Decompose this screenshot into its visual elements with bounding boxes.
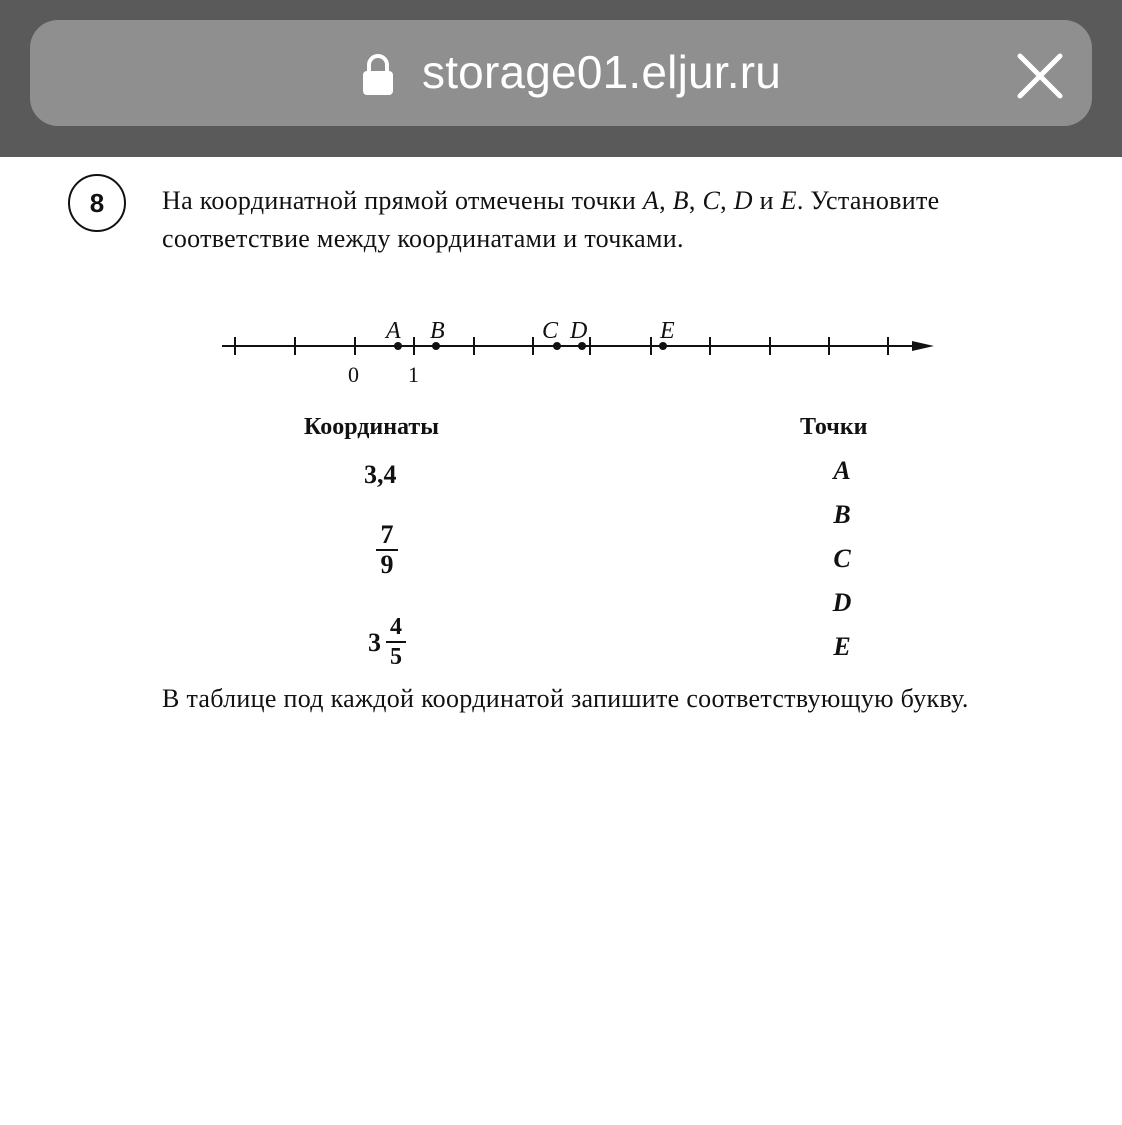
mixed-fraction-bar (386, 641, 406, 643)
label-e: E (660, 318, 675, 344)
close-icon[interactable] (1016, 52, 1064, 100)
fraction-numerator: 7 (380, 520, 394, 549)
tick-label-zero: 0 (348, 362, 359, 387)
point-option-b: B (833, 500, 851, 529)
coordinates-header: Координаты (304, 414, 439, 440)
mixed-whole: 3 (368, 628, 381, 657)
point-option-d: D (832, 588, 852, 617)
label-b: B (430, 318, 445, 344)
label-c: C (542, 318, 559, 344)
address-bar[interactable] (30, 20, 1092, 126)
mixed-fraction (386, 614, 406, 670)
browser-toolbar (0, 0, 1122, 157)
task-number-badge: 8 (68, 174, 126, 232)
url-text[interactable]: storage01.eljur.ru (422, 46, 782, 98)
label-a: A (386, 318, 401, 344)
axis-arrow (912, 341, 934, 351)
coord-decimal: 3,4 (364, 460, 397, 489)
point-option-a: A (833, 456, 851, 485)
point-option-c: C (833, 544, 851, 573)
coord-fraction (376, 522, 398, 578)
number-line (220, 310, 940, 390)
points-header: Точки (800, 414, 868, 440)
task-intro: На координатной прямой отмечены точки A, B, C, D и E. Установите соответствие между координатами и точками. (162, 186, 940, 253)
coord-mixed-number (368, 614, 412, 674)
mixed-numerator: 4 (390, 614, 402, 640)
fraction-denominator: 9 (380, 550, 394, 579)
mixed-denominator: 5 (390, 644, 402, 670)
label-d: D (570, 318, 588, 344)
tick-label-one: 1 (408, 362, 419, 387)
point-option-e: E (833, 632, 851, 661)
task-instruction: В таблице под каждой координатой запишите соответствующую букву. (162, 684, 969, 713)
lock-icon (360, 52, 396, 96)
